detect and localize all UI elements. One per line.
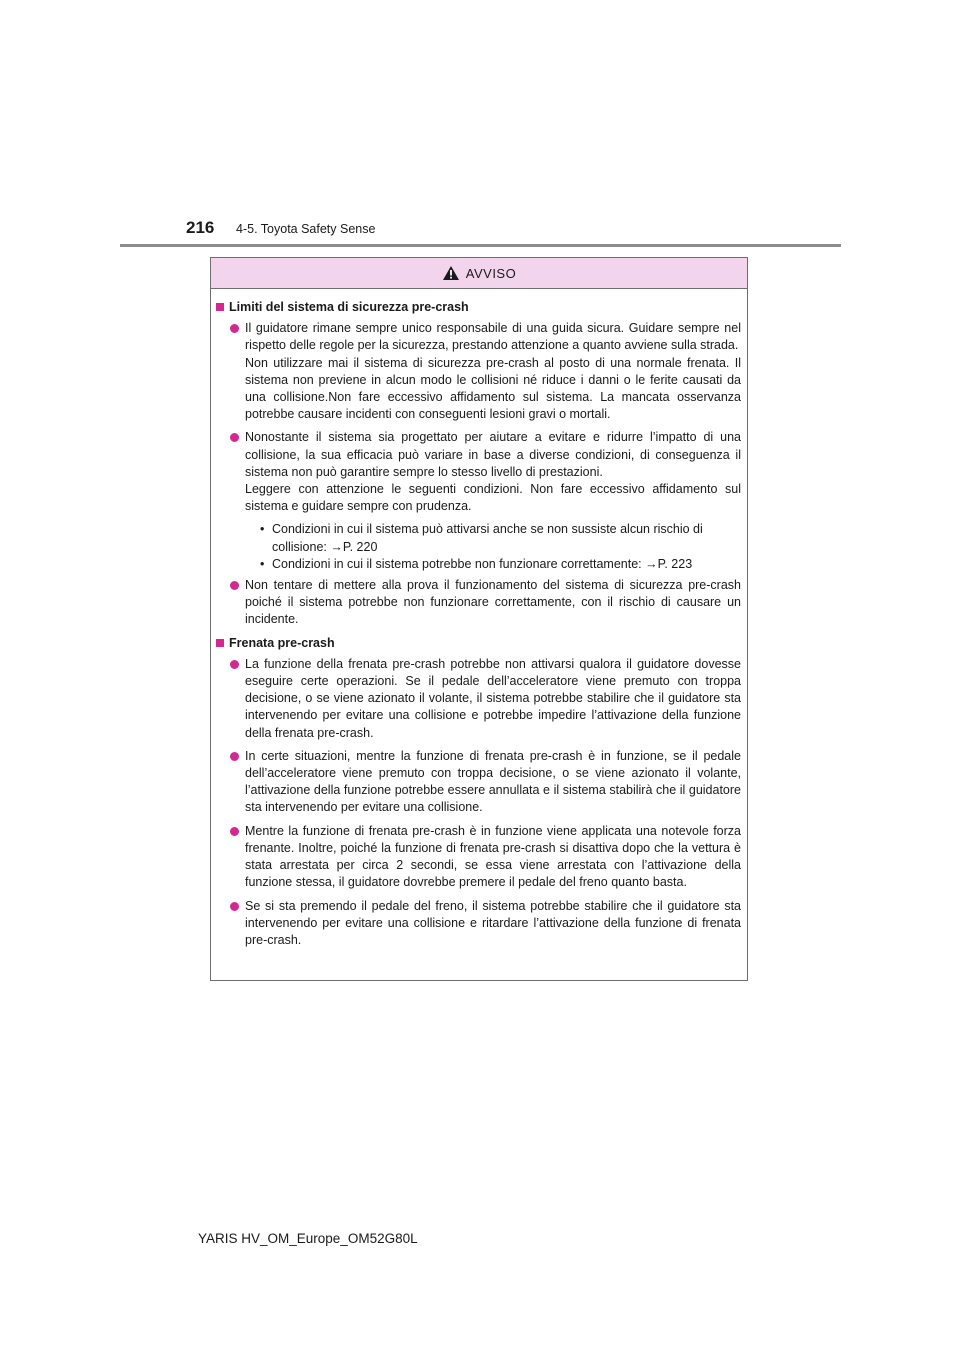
sub-item-text: Condizioni in cui il sistema potrebbe non funzionare correttamente: →P. 223 bbox=[272, 556, 693, 571]
circle-bullet-icon bbox=[230, 433, 239, 442]
bullet-paragraph: Mentre la funzione di frenata pre-crash è in funzione viene applicata una notevole forza frenante. Inoltre, poiché la funzione di frenata pre-crash si disattiva dopo che la vettura è stata arrestata per circa 2 secondi, se essa viene arrestata con l’attivazione della funzione stessa, il guidatore dovrebbe premere il pedale del freno quanto basta. bbox=[245, 823, 741, 890]
bullet-item bbox=[230, 656, 741, 742]
bullet-item bbox=[230, 429, 741, 515]
circle-bullet-icon bbox=[230, 752, 239, 761]
bullet-text bbox=[245, 823, 741, 892]
bullet-paragraph: La funzione della frenata pre-crash potrebbe non attivarsi qualora il guidatore dovesse eseguire certe operazioni. Se il pedale dell’acceleratore viene premuto con troppa decisione, o se viene azionato il volante, il sistema potrebbe stabilire che il guidatore sta intervenendo per evitare una collisione e potrebbe impedire l’attivazione della funzione della frenata pre-crash. bbox=[245, 656, 741, 740]
bullet-paragraph: Non tentare di mettere alla prova il funzionamento del sistema di sicurezza pre-crash poiché il sistema potrebbe non funzionare correttamente, con il rischio di causare un incidente. bbox=[245, 578, 741, 627]
bullet-item bbox=[230, 748, 741, 817]
bullet-paragraph: In certe situazioni, mentre la funzione di frenata pre-crash è in funzione, se il pedale dell’acceleratore viene premuto con troppa decisione, o se viene azionato il volante, l’attivazione della funzione potrebbe essere annullata e il sistema stabilirà che il guidatore sta intervenendo per evitare una collisione. bbox=[245, 748, 741, 815]
topic-title: Limiti del sistema di sicurezza pre-crash bbox=[229, 300, 469, 314]
bullet-text bbox=[245, 320, 741, 423]
sub-item bbox=[260, 521, 741, 555]
bullet-list bbox=[230, 320, 741, 628]
page-number: 216 bbox=[186, 218, 215, 237]
bullet-paragraph: Non utilizzare mai il sistema di sicurezza pre-crash al posto di una normale frenata. Il sistema non previene in alcun modo le collisioni né riduce i danni o le ferite causati da una collisione.Non fare eccessivo affidamento sul sistema. La mancata osservanza potrebbe causare incidenti con conseguenti lesioni gravi o mortali. bbox=[245, 355, 741, 422]
warning-title: AVVISO bbox=[465, 265, 517, 281]
bullet-text bbox=[245, 748, 741, 817]
doc-code: YARIS HV_OM_Europe_OM52G80L bbox=[198, 1231, 418, 1246]
circle-bullet-icon bbox=[230, 660, 239, 669]
small-dot-icon: • bbox=[260, 522, 265, 537]
warning-box bbox=[210, 257, 748, 981]
section-title: 4-5. Toyota Safety Sense bbox=[236, 222, 376, 236]
topic-heading bbox=[216, 635, 741, 652]
bullet-paragraph: Se si sta premendo il pedale del freno, il sistema potrebbe stabilire che il guidatore sta intervenendo per evitare una collisione e ritardare l’attivazione della funzione di frenata pre-crash. bbox=[245, 898, 741, 947]
warning-triangle-icon bbox=[442, 265, 460, 281]
circle-bullet-icon bbox=[230, 902, 239, 911]
bullet-text bbox=[245, 656, 741, 742]
bullet-paragraph: Il guidatore rimane sempre unico responsabile di una guida sicura. Guidare sempre nel rispetto delle regole per la sicurezza, prestando attenzione a quanto avviene sulla strada. bbox=[245, 321, 741, 353]
bullet-paragraph: Leggere con attenzione le seguenti condizioni. Non fare eccessivo affidamento sul sistema e guidare sempre con prudenza. bbox=[245, 482, 741, 514]
bullet-item bbox=[230, 898, 741, 950]
bullet-item bbox=[230, 577, 741, 629]
bullet-text bbox=[245, 577, 741, 629]
square-bullet-icon bbox=[216, 303, 224, 311]
bullet-item bbox=[230, 823, 741, 892]
bullet-list bbox=[230, 656, 741, 949]
bullet-paragraph: Nonostante il sistema sia progettato per aiutare a evitare e ridurre l’impatto di una collisione, la sua efficacia può variare in base a diverse condizioni, di conseguenza il sistema non può garantire sempre lo stesso livello di prestazioni. bbox=[245, 430, 741, 479]
sub-item bbox=[260, 556, 741, 573]
small-dot-icon: • bbox=[260, 556, 265, 571]
circle-bullet-icon bbox=[230, 581, 239, 590]
header-rule bbox=[120, 244, 841, 247]
circle-bullet-icon bbox=[230, 827, 239, 836]
warning-content bbox=[211, 289, 747, 949]
circle-bullet-icon bbox=[230, 324, 239, 333]
topic-title: Frenata pre-crash bbox=[229, 635, 335, 650]
sub-list bbox=[260, 521, 741, 573]
warning-header bbox=[211, 258, 747, 289]
bullet-text bbox=[245, 429, 741, 515]
sub-item-text: Condizioni in cui il sistema può attivarsi anche se non sussiste alcun rischio di collisione: →P. 220 bbox=[272, 522, 703, 554]
square-bullet-icon bbox=[216, 639, 224, 647]
topic-heading bbox=[216, 299, 741, 316]
bullet-text bbox=[245, 898, 741, 950]
bullet-item bbox=[230, 320, 741, 423]
